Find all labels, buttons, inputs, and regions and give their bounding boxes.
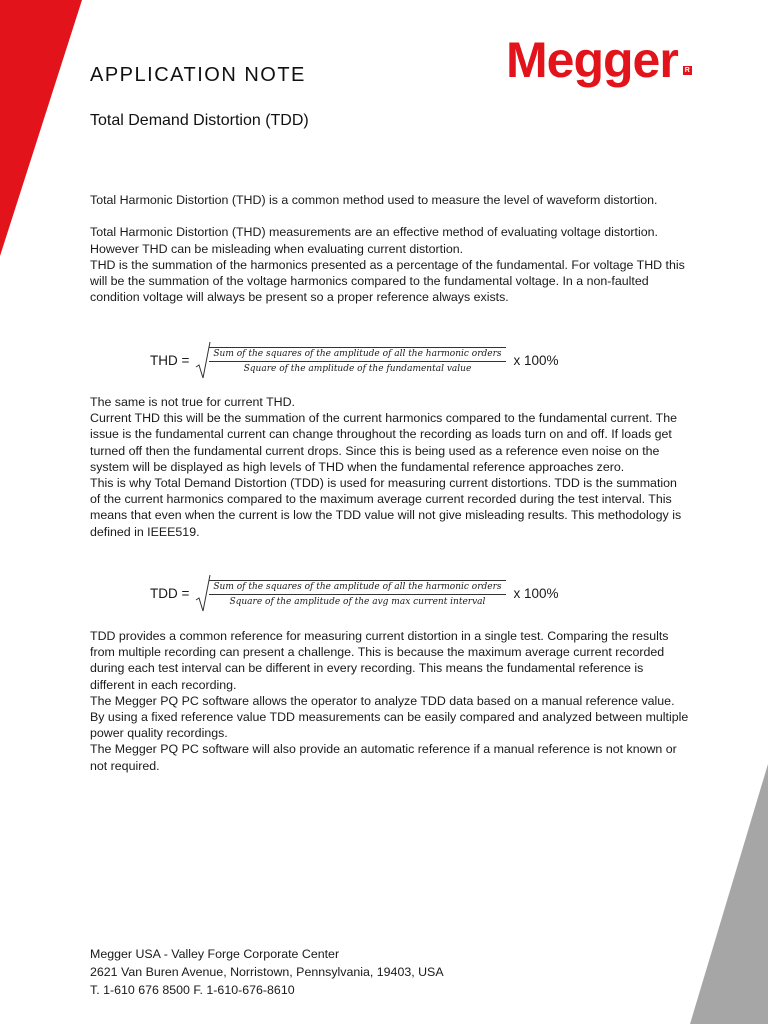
paragraph: This is why Total Demand Distortion (TDD) is used for measuring current distortions. TDD is the summation of the current harmonics compared to the maximum average current recorded during the test interval. This means that even when the current is low the TDD value will not give misleading results. This methodology is defined in IEEE519. (90, 476, 682, 539)
grey-corner-decoration (690, 764, 768, 1024)
footer-line: 2621 Van Buren Avenue, Norristown, Pennsylvania, 19403, USA (90, 965, 444, 979)
paragraph: The Megger PQ PC software allows the operator to analyze TDD data based on a manual reference value. By using a fixed reference value TDD measurements can be easily compared and analyzed between multiple power quality recordings. (90, 693, 689, 741)
red-corner-decoration (0, 0, 82, 256)
formula-rhs: x 100% (513, 352, 559, 368)
intro-section (90, 192, 690, 305)
formula-numerator: Sum of the squares of the amplitude of all the harmonic orders (209, 349, 505, 362)
megger-logo (506, 30, 690, 90)
paragraph: Total Harmonic Distortion (THD) measurements are an effective method of evaluating voltage distortion. However THD can be misleading when evaluating current distortion. (90, 225, 658, 256)
footer-address (90, 945, 444, 999)
formula-numerator: Sum of the squares of the amplitude of all the harmonic orders (209, 582, 505, 595)
formula-rhs: x 100% (513, 585, 559, 601)
tdd-section (90, 628, 690, 774)
formula-denominator: Square of the amplitude of the fundamental value (243, 363, 472, 374)
page-title: Total Demand Distortion (TDD) (90, 112, 309, 129)
paragraph: The Megger PQ PC software will also provide an automatic reference if a manual reference is not known or not required. (90, 742, 677, 773)
current-thd-section (90, 394, 690, 540)
tdd-formula (150, 573, 559, 613)
formula-fraction (209, 580, 505, 607)
formula-fraction (209, 347, 505, 374)
paragraph: TDD provides a common reference for measuring current distortion in a single test. Comparing the results from multiple recording can present a challenge. This is because the maximum average current recorded during each test interval can be different in every recording. This means the fundamental reference is different in each recording. (90, 629, 669, 692)
footer-line: Megger USA - Valley Forge Corporate Center (90, 947, 340, 961)
paragraph: Total Harmonic Distortion (THD) is a common method used to measure the level of waveform distortion. (90, 193, 658, 207)
square-root (195, 574, 505, 612)
registered-mark-icon: R (684, 67, 690, 74)
formula-lhs: TDD = (150, 585, 190, 601)
thd-formula (150, 340, 559, 380)
paragraph-spacer (90, 208, 690, 224)
paragraph: Current THD this will be the summation of the current harmonics compared to the fundamental current. The issue is the fundamental current can change throughout the recording as loads turn on and off. If loads get turned off then the fundamental current drops. Since this is being used as a reference even noise on the system will be displayed as high levels of THD when the fundamental reference approaches zero. (90, 411, 677, 474)
paragraph: The same is not true for current THD. (90, 395, 295, 409)
logo-text: Megger (506, 32, 678, 88)
formula-lhs: THD = (150, 352, 190, 368)
square-root (195, 341, 505, 379)
paragraph: THD is the summation of the harmonics presented as a percentage of the fundamental. For voltage THD this will be the summation of the voltage harmonics compared to the fundamental voltage. In a non-faulted condition voltage will always be present so a proper reference always exists. (90, 257, 685, 305)
document-label: APPLICATION NOTE (90, 64, 306, 86)
formula-denominator: Square of the amplitude of the avg max current interval (229, 596, 486, 607)
footer-line: T. 1-610 676 8500 F. 1-610-676-8610 (90, 983, 295, 997)
